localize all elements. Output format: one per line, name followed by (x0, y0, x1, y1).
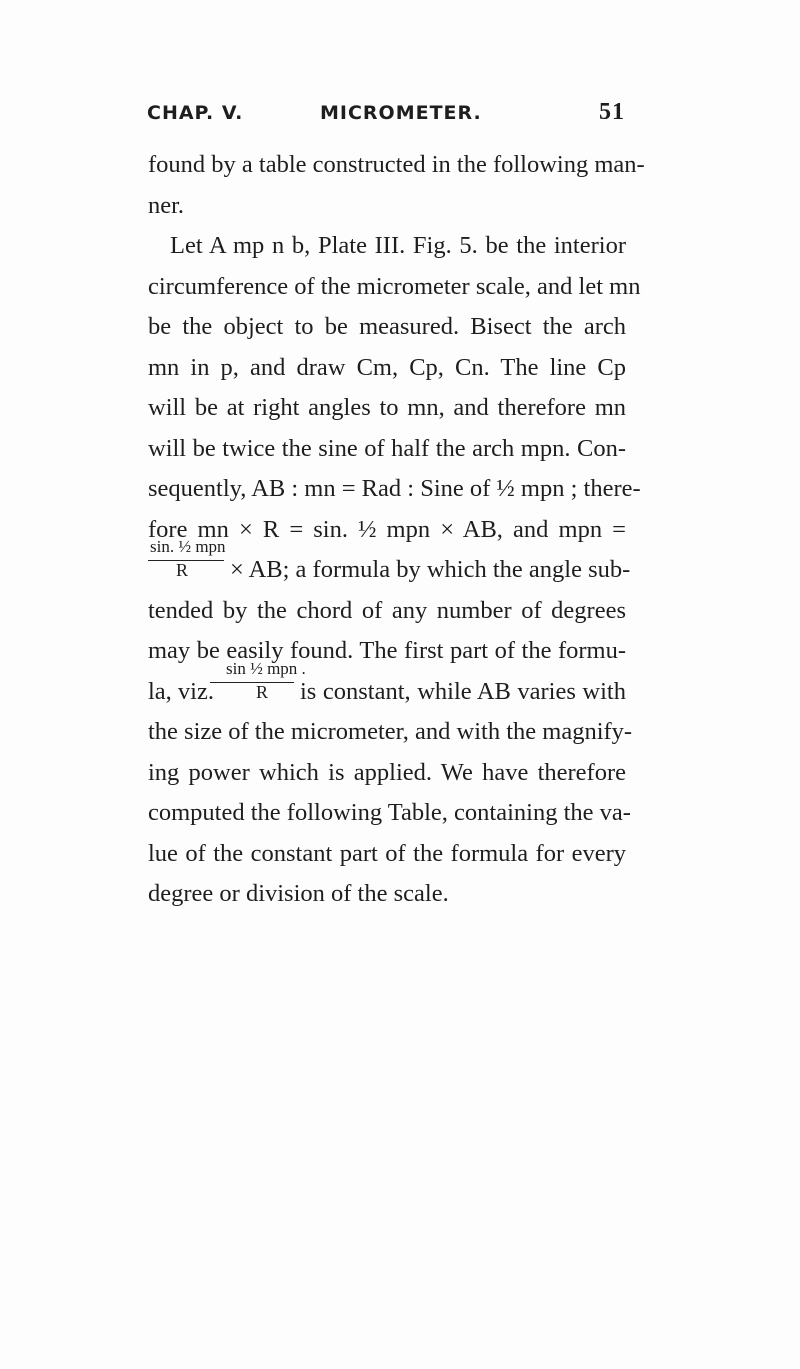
fraction (210, 658, 306, 706)
text-line: ner. (148, 191, 185, 219)
text-line: computed the following Table, containing the va- (148, 799, 631, 826)
formula-prefix: la, viz. (148, 677, 214, 705)
formula-line-2 (148, 658, 626, 713)
text-line: circumference of the micrometer scale, and let mn (148, 272, 641, 300)
text-line: be the object to be measured. Bisect the arch (148, 313, 626, 340)
section-title: MICROMETER. (320, 102, 482, 124)
text-line: mn in p, and draw Cm, Cp, Cn. The line Cp (148, 353, 626, 381)
fraction-numerator: sin ½ mpn . (226, 658, 306, 678)
fraction-denominator: R (176, 560, 189, 580)
formula-line-1 (148, 537, 631, 591)
text-line: degree or division of the scale. (148, 880, 449, 907)
text-line: will be at right angles to mn, and therefore mn (148, 394, 626, 421)
fraction-denominator: R (256, 681, 269, 702)
text-line: ing power which is applied. We have therefore (148, 758, 626, 786)
fraction-numerator: sin. ½ mpn (150, 537, 226, 556)
formula-text: × AB; a formula by which the angle sub- (230, 556, 631, 583)
text-line: may be easily found. The first part of the formu- (148, 637, 626, 664)
text-line: Let A mp n b, Plate III. Fig. 5. be the interior (170, 232, 626, 259)
page-number: 51 (599, 99, 625, 125)
text-line: lue of the constant part of the formula for every (148, 839, 626, 867)
text-line: tended by the chord of any number of degrees (148, 596, 626, 624)
text-line: fore mn × R = sin. ½ mpn × AB, and mpn = (148, 515, 626, 543)
text-line: sequently, AB : mn = Rad : Sine of ½ mpn ; there- (148, 475, 641, 502)
text-line: found by a table constructed in the following man- (148, 151, 645, 178)
fraction-bar (210, 682, 294, 683)
chapter-label: CHAP. V. (147, 102, 244, 124)
running-header (147, 99, 625, 132)
fraction (148, 538, 226, 584)
body-text (148, 145, 645, 915)
text-line: the size of the micrometer, and with the magnify- (148, 718, 633, 745)
text-line: will be twice the sine of half the arch mpn. Con- (148, 434, 626, 462)
formula-text: is constant, while AB varies with (300, 677, 626, 705)
